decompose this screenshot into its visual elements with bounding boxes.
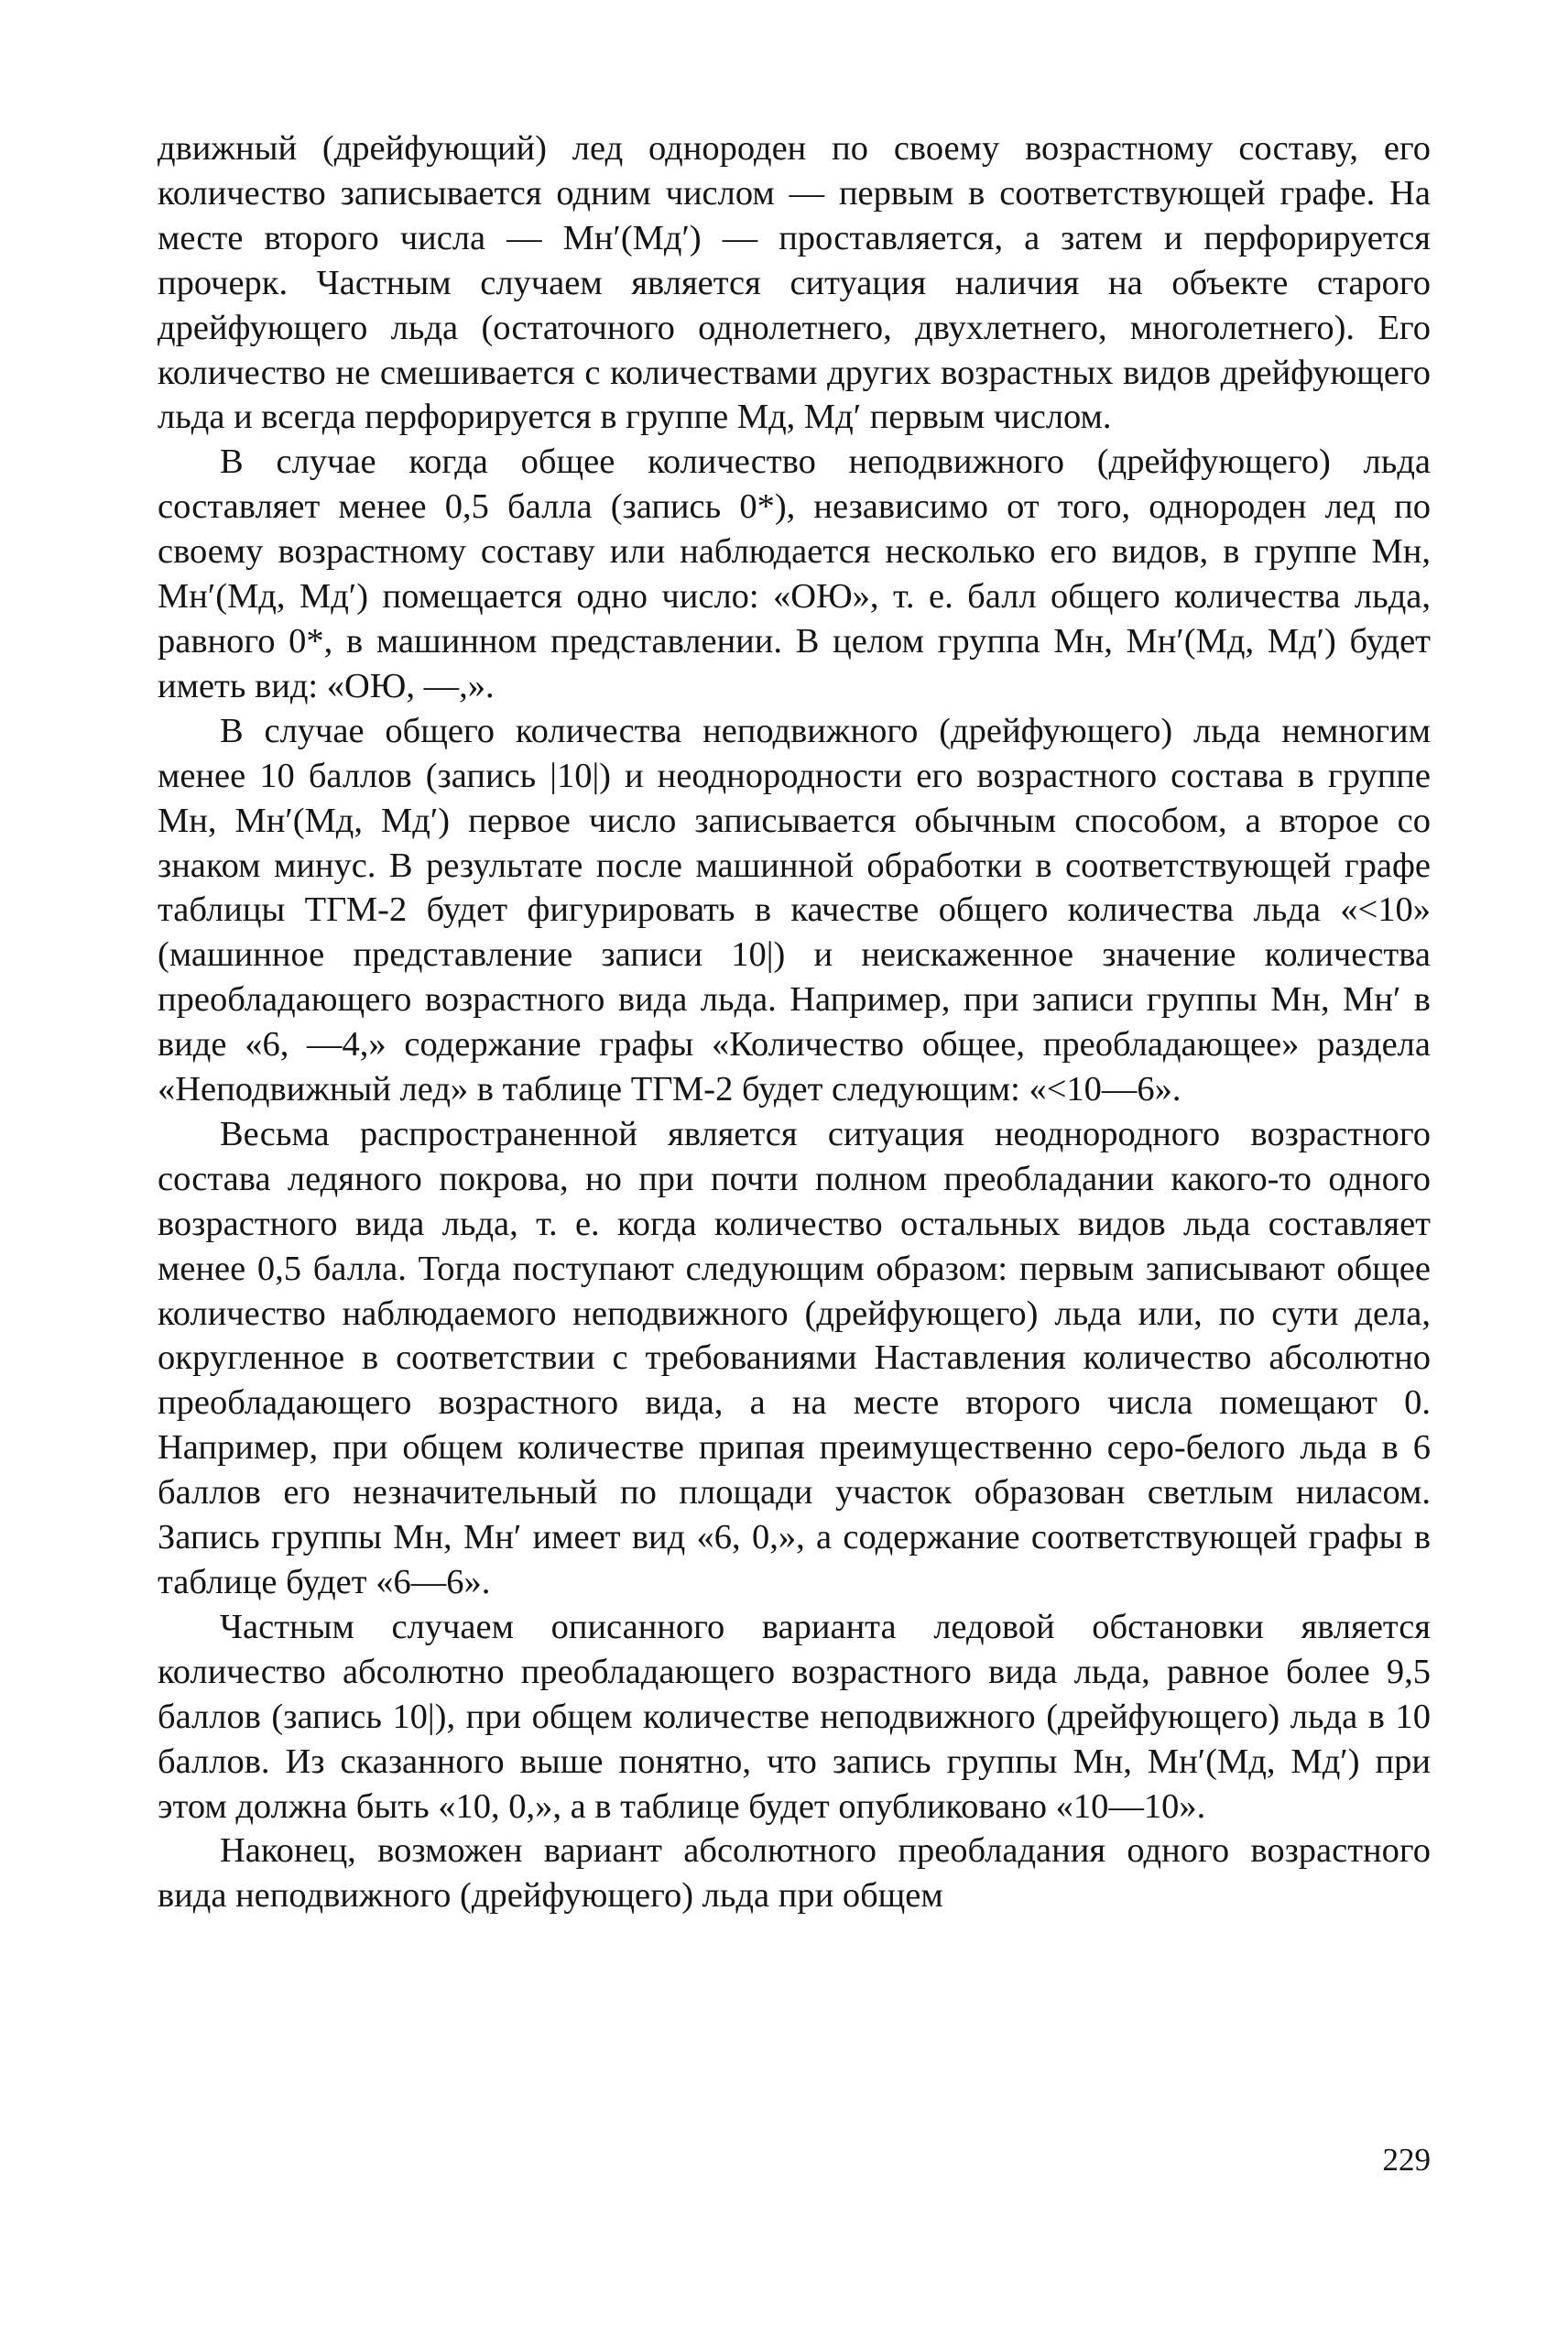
body-text xyxy=(158,126,1431,1918)
page-number: 229 xyxy=(1382,2142,1431,2178)
paragraph: В случае когда общее количество неподвижного (дрейфующего) льда составляет менее 0,5 балла (запись 0*), независимо от того, однороден лед по своему возрастному составу или наблюдается несколько его видов, в группе Мн, Мн′(Мд, Мд′) помещается одно число: «ОЮ», т. е. балл общего количества льда, равного 0*, в машинном представлении. В целом группа Мн, Мн′(Мд, Мд′) будет иметь вид: «ОЮ, —,». xyxy=(158,442,1431,705)
paragraph: Наконец, возможен вариант абсолютного преобладания одного возрастного вида неподвижного (дрейфующего) льда при общем xyxy=(158,1831,1431,1916)
paragraph-continuation: движный (дрейфующий) лед однороден по своему возрастному составу, его количество записывается одним числом — первым в соответствующей графе. На месте второго числа — Мн′(Мд′) — проставляется, а затем и перфорируется прочерк. Частным случаем является ситуация наличия на объекте старого дрейфующего льда (остаточного однолетнего, двухлетнего, многолетнего). Его количество не смешивается с количествами других возрастных видов дрейфующего льда и всегда перфорируется в группе Мд, Мд′ первым числом. xyxy=(158,129,1431,437)
paragraph: Частным случаем описанного варианта ледовой обстановки является количество абсолютно преобладающего возрастного вида льда, равное более 9,5 баллов (запись 10|), при общем количестве неподвижного (дрейфующего) льда в 10 баллов. Из сказанного выше понятно, что запись группы Мн, Мн′(Мд, Мд′) при этом должна быть «10, 0,», а в таблице будет опубликовано «10—10». xyxy=(158,1607,1431,1826)
paragraph: Весьма распространенной является ситуация неоднородного возрастного состава ледяного покрова, но при почти полном преобладании какого-то одного возрастного вида льда, т. е. когда количество остальных видов льда составляет менее 0,5 балла. Тогда поступают следующим образом: первым записывают общее количество наблюдаемого неподвижного (дрейфующего) льда или, по сути дела, округленное в соответствии с требованиями Наставления количество абсолютно преобладающего возрастного вида, а на месте второго числа помещают 0. Например, при общем количестве припая преимущественно серо-белого льда в 6 баллов его незначительный по площади участок образован светлым ниласом. Запись группы Мн, Мн′ имеет вид «6, 0,», а содержание соответствующей графы в таблице будет «6—6». xyxy=(158,1114,1431,1601)
paragraph: В случае общего количества неподвижного (дрейфующего) льда немногим менее 10 баллов (запись |10|) и неоднородности его возрастного состава в группе Мн, Мн′(Мд, Мд′) первое число записывается обычным способом, а второе со знаком минус. В результате после машинной обработки в соответствующей графе таблицы ТГМ-2 будет фигурировать в качестве общего количества льда «<10» (машинное представление записи 10|) и неискаженное значение количества преобладающего возрастного вида льда. Например, при записи группы Мн, Мн′ в виде «6, —4,» содержание графы «Количество общее, преобладающее» раздела «Неподвижный лед» в таблице ТГМ-2 будет следующим: «<10—6». xyxy=(158,711,1431,1109)
